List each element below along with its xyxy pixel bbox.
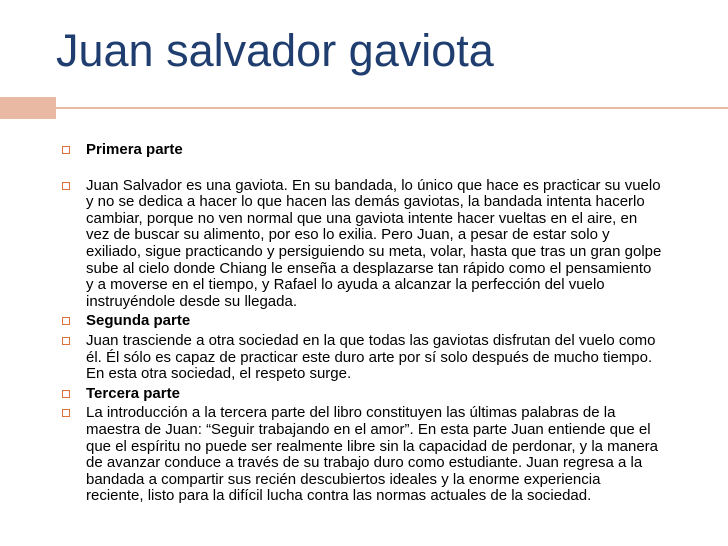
list-item	[62, 386, 662, 403]
square-bullet-icon	[62, 146, 70, 154]
list-item	[62, 405, 662, 505]
section-paragraph: La introducción a la tercera parte del libro constituyen las últimas palabras de la maestra de Juan: “Seguir trabajando en el amor”. En esta parte Juan entiende que el que el espíritu no puede ser realmente libre sin la capacidad de perdonar, y la manera de avanzar conduce a través de su trabajo duro como estudiante. Juan regresa a la bandada a compartir sus recién descubiertos ideales y la enorme experiencia reciente, listo para la difícil lucha contra las normas actuales de la sociedad.	[86, 404, 659, 505]
list-item	[62, 313, 662, 330]
square-bullet-icon	[62, 390, 70, 398]
square-bullet-icon	[62, 317, 70, 325]
list-item	[62, 178, 662, 311]
section-heading: Tercera parte	[86, 384, 180, 402]
section-heading: Primera parte	[86, 141, 183, 158]
section-heading: Segunda parte	[86, 312, 191, 330]
section-paragraph: Juan trasciende a otra sociedad en la que todas las gaviotas disfrutan del vuelo como él. Él sólo es capaz de practicar este duro arte por sí solo después de mucho tiempo. En esta otra sociedad, el respeto surge.	[86, 331, 656, 383]
title-underline	[56, 107, 728, 109]
bullet-list	[62, 142, 662, 505]
slide-title: Juan salvador gaviota	[56, 25, 494, 76]
list-item	[62, 333, 662, 383]
list-item	[62, 142, 662, 159]
title-underline-accent	[0, 97, 56, 119]
section-paragraph: Juan Salvador es una gaviota. En su bandada, lo único que hace es practicar su vuelo y no se dedica a hacer lo que hacen las demás gaviotas, la bandada intenta hacerlo cambiar, porque no ven normal que una gaviota intente hacer vueltas en el aire, en vez de buscar su alimento, por eso lo exilia. Pero Juan, a pesar de estar solo y exiliado, sigue practicando y persiguiendo su meta, volar, hasta que tras un gran golpe sube al cielo donde Chiang le enseña a desplazarse tan rápido como el pensamiento y a moverse en el tiempo, y Rafael lo ayuda a alcanzar la perfección del vuelo instruyéndole desde su llegada.	[86, 176, 662, 310]
square-bullet-icon	[62, 409, 70, 417]
square-bullet-icon	[62, 182, 70, 190]
square-bullet-icon	[62, 337, 70, 345]
